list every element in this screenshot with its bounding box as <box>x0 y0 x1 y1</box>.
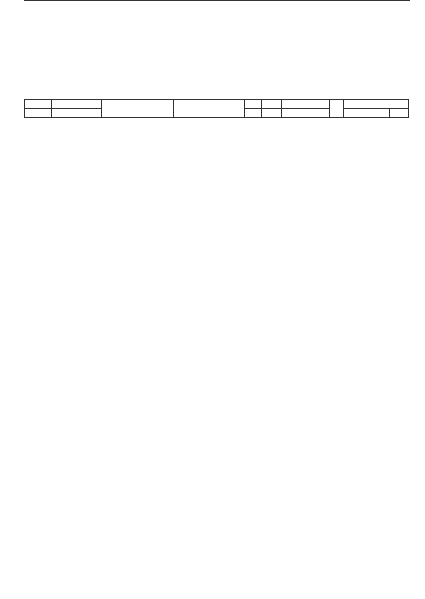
header-sc-en <box>262 109 282 118</box>
header-part-no-jp <box>52 100 102 109</box>
header-serial-en <box>282 109 330 118</box>
header-qty-en <box>245 109 262 118</box>
header-serial-jp <box>282 100 330 109</box>
header-item-jp <box>25 100 52 109</box>
header-qty-jp <box>245 100 262 109</box>
header-name-jp <box>102 100 174 118</box>
header-replaceable <box>344 100 409 109</box>
blank-table-area <box>24 0 410 1</box>
header-item-en <box>25 109 52 118</box>
header-sc-jp <box>262 100 282 109</box>
parts-table <box>24 99 409 118</box>
header-ica <box>330 100 344 118</box>
header-repl-qty <box>390 109 409 118</box>
header-name-en <box>174 100 245 118</box>
header-repl-part <box>344 109 390 118</box>
header-part-no-en <box>52 109 102 118</box>
